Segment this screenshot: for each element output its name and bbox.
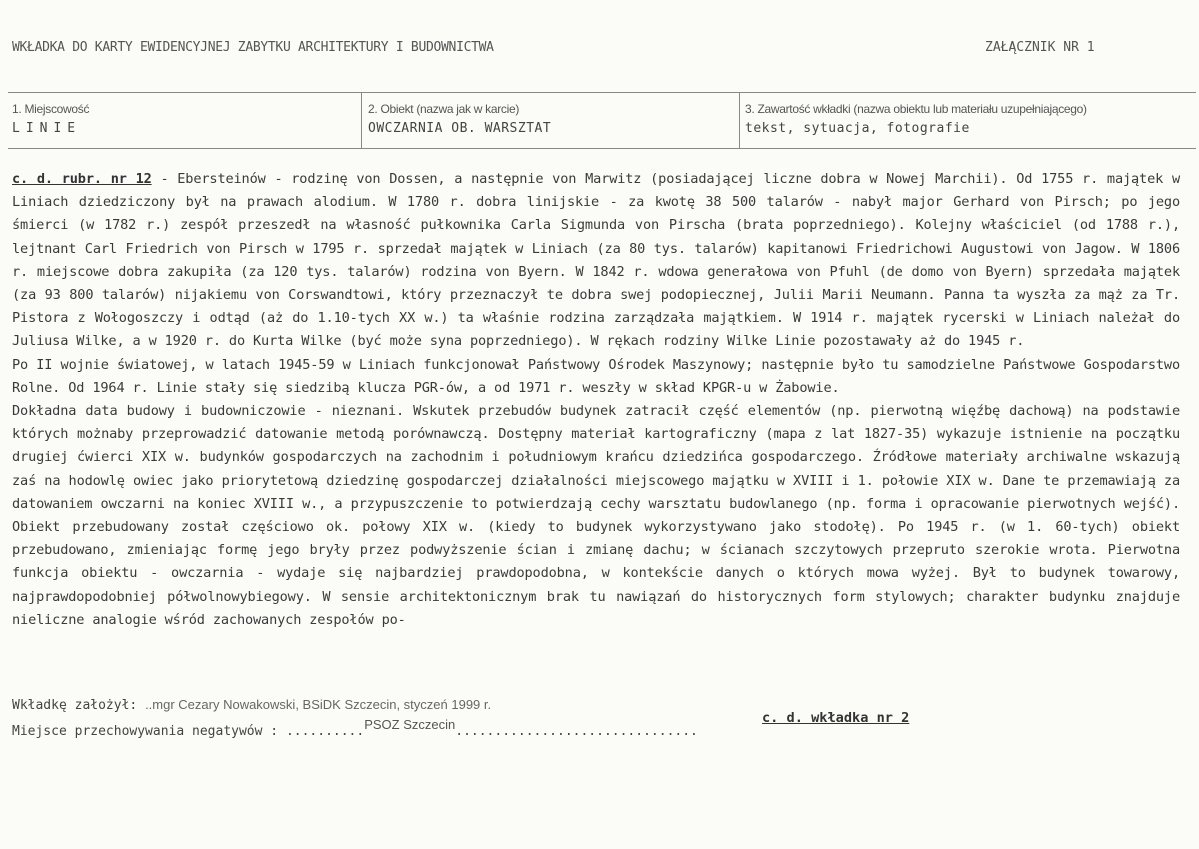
negatives-dots: ............................... (455, 724, 698, 739)
paragraph-postwar: Po II wojnie światowej, w latach 1945-59 w Liniach funkcjonował Państwowy Ośrodek Maszynowy; następnie było tu samodzielne Państwowe Gospodarstwo Rolne. Od 1964 r. Linie stały się siedzibą klucza PGR-ów, a od 1971 r. weszły w skład KPGR-u w Żabowie. (12, 356, 1180, 396)
author-label: Wkładkę założył: (12, 698, 138, 713)
fields-divider (8, 148, 1196, 149)
negatives-label: Miejsce przechowywania negatywów : (12, 724, 279, 739)
contents-value: tekst, sytuacja, fotografie (745, 121, 970, 136)
header-divider (8, 92, 1196, 93)
attachment-number: ZAŁĄCZNIK NR 1 (985, 40, 1095, 55)
place-field (12, 100, 357, 138)
paragraph-ownership (12, 168, 1180, 354)
place-label: 1. Miejscowość (12, 102, 90, 116)
rubric-reference: c. d. rubr. nr 12 (12, 171, 152, 187)
object-value: OWCZARNIA OB. WARSZTAT (368, 121, 552, 136)
place-value: LINIE (12, 121, 82, 136)
contents-label: 3. Zawartość wkładki (nazwa obiektu lub materiału uzupełniającego) (745, 102, 1087, 116)
history-text (12, 168, 1180, 632)
author-line (12, 697, 491, 713)
negatives-dots-before: .......... (285, 724, 365, 739)
contents-field (745, 100, 1197, 138)
paragraph-ownership-text: - Ebersteinów - rodzinę von Dossen, a następnie von Marwitz (posiadającej liczne dobra w Nowej Marchii). Od 1755 r. majątek w Liniach dziedziczony był na prawach alodium. W 1780 r. dobra linijskie - za kwotę 38 500 talarów - nabył major Gerhard von Pirsch; po jego śmierci (w 1782 r.) zespół przeszedł na własność pułkownika Carla Sigmunda von Pirscha (brata poprzedniego). Kolejny właściciel (od 1788 r.), lejtnant Carl Friedrich von Pirsch w 1795 r. sprzedał majątek w Liniach (za 80 tys. talarów) kapitanowi Friedrichowi Augustowi von Jagow. W 1806 r. miejscowe dobra zakupiła (za 120 tys. talarów) rodzina von Byern. W 1842 r. wdowa generałowa von Pfuhl (de domo von Byern) sprzedała majątek (za 93 800 talarów) nijakiemu von Corswandtowi, który przeznaczył te dobra swej podopiecznej, Julii Marii Neumann. Panna ta wyszła za mąż za Tr. Pistora z Wołogoszczy i odtąd (aż do 1.10-tych XX w.) ta właśnie rodzina zarządzała majątkiem. W 1914 r. majątek rycerski w Liniach należał do Juliusa Wilke, a w 1920 r. do Kurta Wilke (być może syna poprzedniego). W rękach rodziny Wilke Linie pozostawały aż do 1945 r. (12, 171, 1180, 350)
field-divider-2 (739, 92, 740, 148)
form-title: WKŁADKA DO KARTY EWIDENCYJNEJ ZABYTKU ARCHITEKTURY I BUDOWNICTWA (12, 40, 494, 55)
continuation-note: c. d. wkładka nr 2 (762, 710, 910, 726)
object-label: 2. Obiekt (nazwa jak w karcie) (368, 102, 520, 116)
author-value: ..mgr Cezary Nowakowski, BSiDK Szczecin, styczeń 1999 r. (145, 697, 492, 712)
negatives-line (12, 717, 698, 739)
field-divider-1 (361, 92, 362, 148)
negatives-value: PSOZ Szczecin (364, 717, 456, 732)
paragraph-dating: Dokładna data budowy i budowniczowie - nieznani. Wskutek przebudów budynek zatracił część elementów (np. pierwotną więźbę dachową) na podstawie których możnaby przeprowadzić datowanie metodą porównawczą. Dostępny materiał kartograficzny (mapa z lat 1827-35) wykazuje istnienie na początku drugiej ćwierci XIX w. budynków gospodarczych na zachodnim i południowym krańcu dziedzińca gospodarczego. Źródłowe materiały archiwalne wskazują zaś na hodowlę owiec jako priorytetową dziedzinę gospodarczej działalności miejscowego majątku w XVIII i 1. połowie XIX w. Dane te przemawiają za datowaniem owczarni na koniec XVIII w., a przypuszczenie to potwierdzają cechy warsztatu budowlanego (np. forma i opracowanie pierwotnych wejść). Obiekt przebudowany został częściowo ok. połowy XIX w. (kiedy to budynek wykorzystywano jako stodołę). Po 1945 r. (w 1. 60-tych) obiekt przebudowano, zmieniając formę jego bryły przez podwyższenie ścian i zmianę dachu; w ścianach szczytowych przepruto szerokie wrota. Pierwotna funkcja obiektu - owczarnia - wydaje się najbardziej prawdopodobna, w kontekście danych o których mowa wyżej. Był to budynek towarowy, najprawdopodobniej półwolnowybiegowy. W sensie architektonicznym brak tu nawiązań do historycznych form stylowych; charakter budynku znajduje nieliczne analogie wśród zachowanych zespołów po- (12, 403, 1180, 628)
object-field (368, 100, 733, 138)
